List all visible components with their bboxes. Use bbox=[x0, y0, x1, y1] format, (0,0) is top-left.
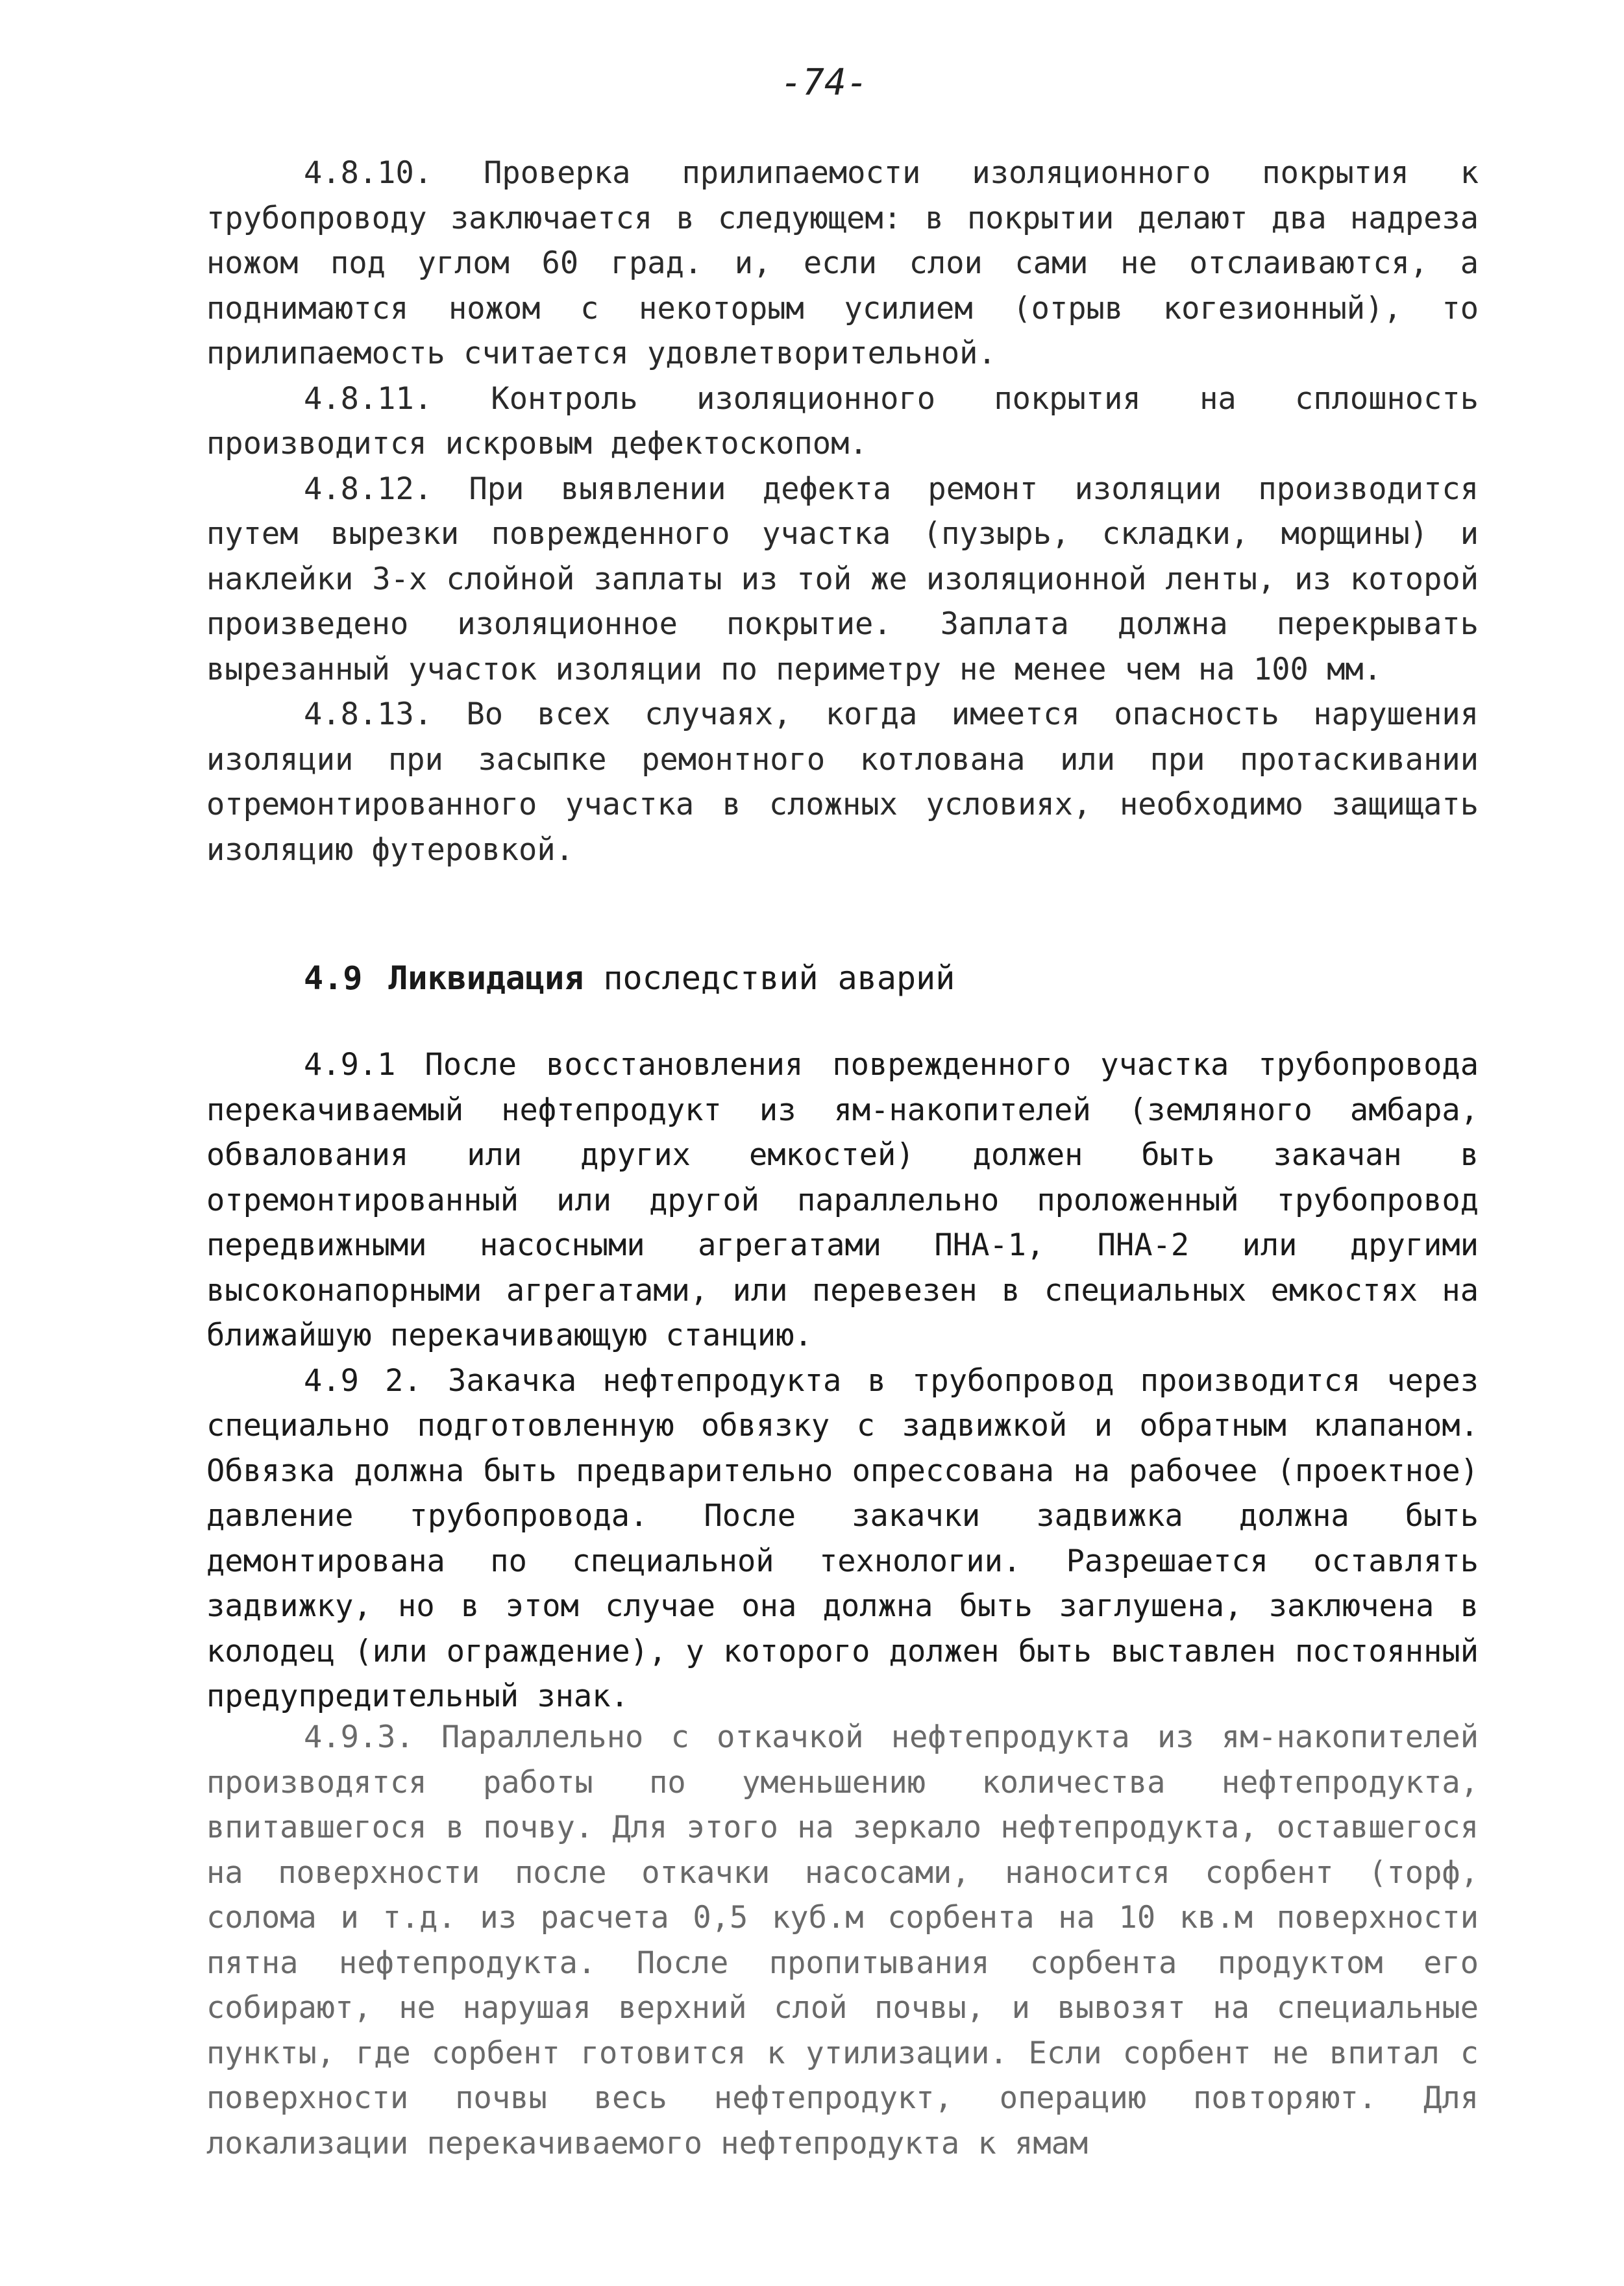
section-4-9-paragraphs bbox=[206, 1042, 1479, 1719]
paragraph-4-8-11: 4.8.11. Контроль изоляционного покрытия на сплошность производится искровым дефектоскопом. bbox=[206, 380, 1479, 461]
section-4-8-paragraphs bbox=[206, 151, 1479, 872]
paragraph-4-8-13: 4.8.13. Во всех случаях, когда имеется опасность нарушения изоляции при засыпке ремонтного котлована или при протаскивании отремонтированного участка в сложных условиях, необходимо защищать изоляцию футеровкой. bbox=[206, 696, 1479, 868]
paragraph-4-9-3: 4.9.3. Параллельно с откачкой нефтепродукта из ям-накопителей производятся работы по уменьшению количества нефтепродукта, впитавшегося в почву. Для этого на зеркало нефтепродукта, оставшегося на поверхности после откачки насосами, наносится сорбент (торф, солома и т.д. из расчета 0,5 куб.м сорбента на 10 кв.м поверхности пятна нефтепродукта. После пропитывания сорбента продуктом его собирают, не нарушая верхний слой почвы, и вывозят на специальные пункты, где сорбент готовится к утилизации. Если сорбент не впитал с поверхности почвы весь нефтепродукт, операцию повторяют. Для локализации перекачиваемого нефтепродукта к ямам bbox=[206, 1719, 1479, 2161]
section-heading-4-9 bbox=[304, 959, 955, 997]
paragraph-4-9-2: 4.9 2. Закачка нефтепродукта в трубопровод производится через специально подготовленную обвязку с задвижкой и обратным клапаном. Обвязка должна быть предварительно опрессована на рабочее (проектное) давление трубопровода. После закачки задвижка должна быть демонтирована по специальной технологии. Разрешается оставлять задвижку, но в этом случае она должна быть заглушена, заключена в колодец (или ограждение), у которого должен быть выставлен постоянный предупредительный знак. bbox=[206, 1362, 1479, 1714]
section-4-9-3-paragraph bbox=[206, 1715, 1479, 2166]
section-number: 4.9 bbox=[304, 959, 363, 997]
paragraph-4-8-10: 4.8.10. Проверка прилипаемости изоляционного покрытия к трубопроводу заключается в следующем: в покрытии делают два надреза ножом под углом 60 град. и, если слои сами не отслаиваются, а поднимаются ножом с некоторым усилием (отрыв когезионный), то прилипаемость считается удовлетворительной. bbox=[206, 155, 1479, 371]
paragraph-4-9-1: 4.9.1 После восстановления поврежденного участка трубопровода перекачиваемый нефтепродукт из ям-накопителей (земляного амбара, обвалования или других емкостей) должен быть закачан в отремонтированный или другой параллельно проложенный трубопровод передвижными насосными агрегатами ПНА-1, ПНА-2 или другими высоконапорными агрегатами, или перевезен в специальных емкостях на ближайшую перекачивающую станцию. bbox=[206, 1047, 1479, 1353]
section-title-bold: Ликвидация bbox=[388, 959, 584, 997]
section-title-rest: последствий аварий bbox=[584, 959, 955, 997]
page-number: -74- bbox=[780, 62, 868, 104]
paragraph-4-8-12: 4.8.12. При выявлении дефекта ремонт изоляции производится путем вырезки поврежденного участка (пузырь, складки, морщины) и наклейки 3-х слойной заплаты из той же изоляционной ленты, из которой произведено изоляционное покрытие. Заплата должна перекрывать вырезанный участок изоляции по периметру не менее чем на 100 мм. bbox=[206, 471, 1479, 687]
